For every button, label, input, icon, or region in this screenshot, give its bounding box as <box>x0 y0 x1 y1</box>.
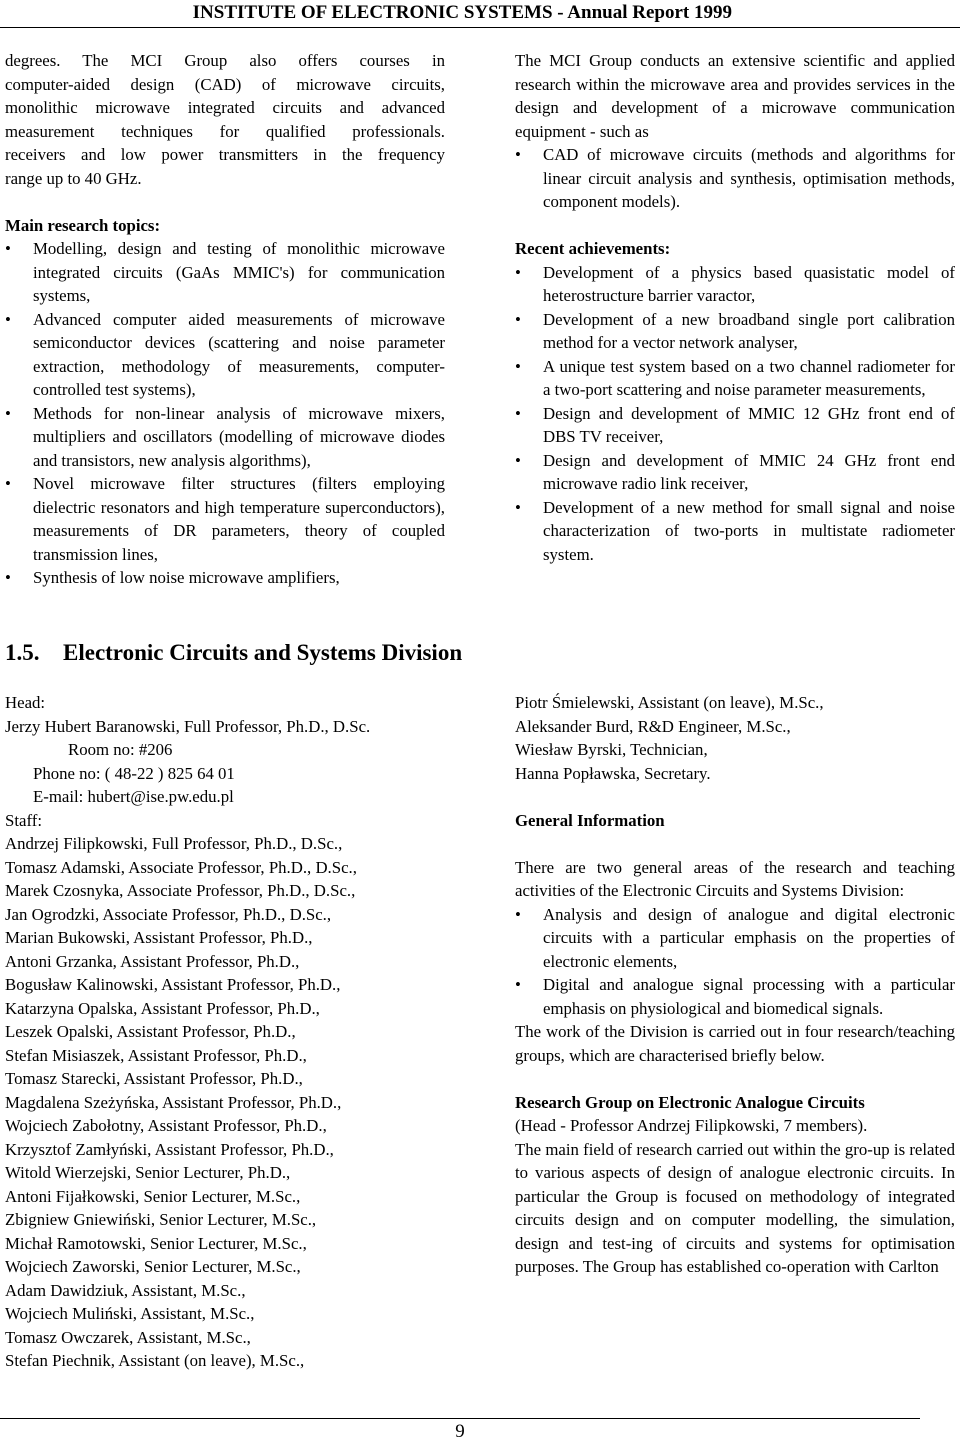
bullet-icon: • <box>515 904 521 924</box>
intro-line: measurement techniques for qualified professionals. <box>5 121 445 141</box>
bullet-icon: • <box>515 145 521 164</box>
staff-member: Witold Wierzejski, Senior Lecturer, Ph.D., <box>5 1163 291 1182</box>
list-item: • Design and development of MMIC 24 GHz front end microwave radio link receiver, <box>515 450 955 493</box>
header-rule <box>0 27 960 28</box>
staff-member: Zbigniew Gniewiński, Senior Lecturer, M.Sc., <box>5 1210 317 1229</box>
intro-paragraph <box>5 49 445 190</box>
intro-line: receivers and low power transmitters in the frequency <box>5 145 445 164</box>
page-header <box>0 0 960 28</box>
staff-member: Andrzej Filipkowski, Full Professor, Ph.D., D.Sc., <box>5 834 343 853</box>
staff-member: Tomasz Adamski, Associate Professor, Ph.D., D.Sc., <box>5 857 357 877</box>
staff-member: Wojciech Zabołotny, Assistant Professor, Ph.D., <box>5 1116 327 1135</box>
staff-member: Piotr Śmielewski, Assistant (on leave), M.Sc., <box>515 693 824 712</box>
head-name: Jerzy Hubert Baranowski <box>5 716 176 736</box>
general-info-heading: General Information <box>515 810 665 830</box>
staff-member: Aleksander Burd, R&D Engineer, M.Sc., <box>515 716 791 736</box>
bullet-icon: • <box>515 356 521 376</box>
list-item: • Modelling, design and testing of monolithic microwave integrated circuits (GaAs MMIC's) for communication systems, <box>5 239 445 305</box>
topics-list <box>5 237 445 590</box>
bullet-icon: • <box>5 239 11 258</box>
staff-member: Katarzyna Opalska, Assistant Professor, Ph.D., <box>5 998 320 1018</box>
list-item: • Methods for non-linear analysis of microwave mixers, multipliers and oscillators (modelling of microwave diodes and transistors, new analysis algorithms), <box>5 403 445 470</box>
bottom-left-column <box>5 691 445 1373</box>
head-title: , Full Professor, Ph.D., D.Sc. <box>175 716 371 736</box>
bullet-icon: • <box>5 403 11 423</box>
bottom-right-column <box>515 691 955 1279</box>
list-item: • Digital and analogue signal processing with a particular emphasis on physiological and biomedical signals. <box>515 975 955 1018</box>
general-info-text: There are two general areas of the research and teaching activities of the Electronic Circuits and Systems Division: <box>515 857 955 900</box>
intro-line: degrees. The MCI Group also offers courses in <box>5 51 445 70</box>
head-line <box>5 715 445 739</box>
staff-member: Marian Bukowski, Assistant Professor, Ph.D., <box>5 928 313 947</box>
email-address: E-mail: hubert@ise.pw.edu.pl <box>33 787 234 806</box>
bullet-icon: • <box>515 262 521 282</box>
bullet-icon: • <box>515 497 521 517</box>
research-group-heading: Research Group on Electronic Analogue Circuits <box>515 1092 865 1112</box>
staff-list <box>5 832 445 1373</box>
phone-number: Phone no: ( 48-22 ) 825 64 01 <box>33 763 235 783</box>
staff-member: Antoni Grzanka, Assistant Professor, Ph.D., <box>5 951 300 971</box>
report-title: INSTITUTE OF ELECTRONIC SYSTEMS - Annual Report 1999 <box>192 2 732 23</box>
list-item: • Analysis and design of analogue and digital electronic circuits with a particular emphasis on the properties of electronic elements, <box>515 904 955 971</box>
bullet-icon: • <box>515 450 521 470</box>
page-number: 9 <box>455 1421 465 1442</box>
list-item: • Development of a new broadband single port calibration method for a vector network analyser, <box>515 309 955 352</box>
section-title: Electronic Circuits and Systems Division <box>63 640 463 665</box>
staff-member: Leszek Opalski, Assistant Professor, Ph.D., <box>5 1022 296 1041</box>
staff-member: Adam Dawidziuk, Assistant, M.Sc., <box>5 1280 246 1300</box>
achievements-list <box>515 261 955 567</box>
intro-line: computer-aided design (CAD) of microwave circuits, <box>5 74 445 94</box>
general-areas-list <box>515 903 955 1021</box>
research-group-head: (Head - Professor Andrzej Filipkowski, 7 members). <box>515 1116 868 1135</box>
staff-label: Staff: <box>5 810 42 830</box>
staff-member: Antoni Fijałkowski, Senior Lecturer, M.Sc., <box>5 1186 301 1206</box>
top-left-column <box>5 49 445 590</box>
mci-services-list <box>515 143 955 214</box>
staff-member: Michał Ramotowski, Senior Lecturer, M.Sc., <box>5 1233 307 1253</box>
mci-intro: The MCI Group conducts an extensive scientific and applied research within the microwave area and provides services in the design and development of a microwave communication equipment - such as <box>515 51 955 141</box>
section-heading <box>5 640 462 666</box>
section-number: 1.5. <box>5 640 40 665</box>
topics-heading: Main research topics: <box>5 215 161 235</box>
list-item: • Development of a new method for small signal and noise characterization of two-ports in multistate radiometer system. <box>515 497 955 564</box>
list-item: • Advanced computer aided measurements of microwave semiconductor devices (scattering and noise parameter extraction, methodology of measurements, computer-controlled test systems), <box>5 309 445 399</box>
staff-member: Krzysztof Zamłyński, Assistant Professor, Ph.D., <box>5 1139 334 1159</box>
staff-member: Wojciech Muliński, Assistant, M.Sc., <box>5 1304 255 1323</box>
staff-member: Stefan Piechnik, Assistant (on leave), M.Sc., <box>5 1351 305 1370</box>
list-item: • Development of a physics based quasistatic model of heterostructure barrier varactor, <box>515 262 955 305</box>
research-group-text: The main field of research carried out within the gro-up is related to various aspects of design of analogue electronic circuits. In particular the Group is focused on methodology of integrated circuits design and on computer modelling, the simulation, design and test-ing of circuits and systems for optimisation purposes. The Group has established co-operation with Carlton <box>515 1139 955 1276</box>
work-text: The work of the Division is carried out in four research/teaching groups, which are characterised briefly below. <box>515 1022 955 1065</box>
bullet-icon: • <box>515 309 521 329</box>
top-right-column <box>515 49 955 566</box>
footer-rule <box>0 1418 920 1419</box>
bullet-icon: • <box>5 568 11 587</box>
list-item: • Novel microwave filter structures (filters employing dielectric resonators and high temperature superconductors), measurements of DR parameters, theory of coupled transmission lines, <box>5 474 445 564</box>
staff-member: Wiesław Byrski, Technician, <box>515 740 708 759</box>
list-item: • A unique test system based on a two channel radiometer for a two-port scattering and noise parameter measurements, <box>515 356 955 399</box>
head-label: Head: <box>5 693 46 712</box>
list-item: • Design and development of MMIC 12 GHz front end of DBS TV receiver, <box>515 403 955 446</box>
list-item: • CAD of microwave circuits (methods and algorithms for linear circuit analysis and synthesis, optimisation methods, component models). <box>515 145 955 211</box>
bullet-icon: • <box>5 309 11 329</box>
staff-member: Tomasz Starecki, Assistant Professor, Ph.D., <box>5 1069 303 1088</box>
achievements-heading: Recent achievements: <box>515 239 671 258</box>
intro-line: monolithic microwave integrated circuits and advanced <box>5 98 445 117</box>
staff-member: Tomasz Owczarek, Assistant, M.Sc., <box>5 1327 251 1347</box>
staff-member: Magdalena Szeżyńska, Assistant Professor, Ph.D., <box>5 1092 342 1112</box>
staff-member: Jan Ogrodzki, Associate Professor, Ph.D., D.Sc., <box>5 904 332 924</box>
intro-line: range up to 40 GHz. <box>5 168 142 188</box>
bullet-icon: • <box>515 403 521 423</box>
staff-member: Wojciech Zaworski, Senior Lecturer, M.Sc., <box>5 1257 301 1276</box>
staff-list-continued <box>515 691 955 785</box>
staff-member: Stefan Misiaszek, Assistant Professor, Ph.D., <box>5 1045 307 1065</box>
staff-member: Marek Czosnyka, Associate Professor, Ph.D., D.Sc., <box>5 881 356 900</box>
bullet-icon: • <box>5 474 11 493</box>
staff-member: Hanna Popławska, Secretary. <box>515 763 711 783</box>
list-item: • Synthesis of low noise microwave amplifiers, <box>5 566 445 590</box>
staff-member: Bogusław Kalinowski, Assistant Professor, Ph.D., <box>5 975 341 994</box>
room-number: Room no: #206 <box>68 740 173 759</box>
bullet-icon: • <box>515 975 521 994</box>
